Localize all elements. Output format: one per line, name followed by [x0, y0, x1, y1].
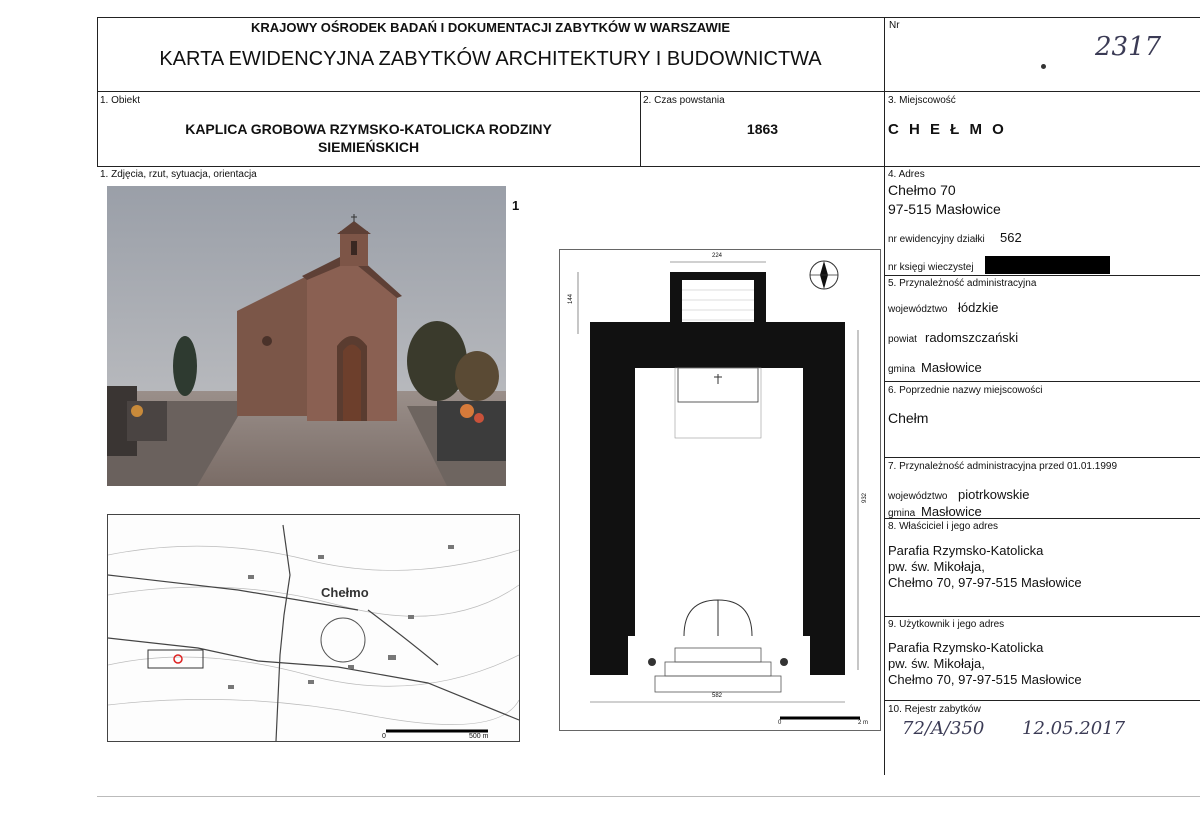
plan-dim-side: 144: [568, 293, 575, 305]
obiekt-value-line2: SIEMIEŃSKICH: [317, 139, 420, 155]
obiekt-label: 1. Obiekt: [100, 95, 141, 106]
photos-label: 1. Zdjęcia, rzut, sytuacja, orientacja: [100, 169, 257, 180]
wlasciciel-line3: Chełmo 70, 97-97-515 Masłowice: [888, 575, 1082, 590]
map-scale-end: 500 m: [469, 733, 489, 740]
gmina-value: Masłowice: [921, 360, 982, 375]
powiat-value: radomszczański: [925, 330, 1019, 345]
miejscowosc-value: C H E Ł M O: [888, 121, 1007, 138]
plan-scale-end: 2 m: [858, 720, 869, 726]
frame-top: [97, 17, 1200, 18]
rejestr-date: 12.05.2017: [1022, 718, 1126, 739]
sep-5: [884, 275, 1200, 276]
sep-7: [884, 457, 1200, 458]
map-scale-start: 0: [382, 733, 386, 740]
nr-label: Nr: [889, 20, 900, 31]
chapel-photo: [107, 186, 506, 486]
dzialka-label: nr ewidencyjny działki: [888, 234, 985, 245]
adres-line2: 97-515 Masłowice: [888, 201, 1001, 217]
przed-label: 7. Przynależność administracyjna przed 01.01.1999: [888, 461, 1118, 472]
ink-dot: [1041, 64, 1046, 69]
uzytkownik-line3: Chełmo 70, 97-97-515 Masłowice: [888, 672, 1082, 687]
przynaleznosc-label: 5. Przynależność administracyjna: [888, 278, 1037, 289]
plan-dim-top: 224: [712, 253, 723, 259]
floor-plan: [559, 249, 881, 731]
woj2-label: województwo: [888, 491, 948, 502]
powiat-label: powiat: [888, 334, 917, 345]
institution-name: KRAJOWY OŚRODEK BADAŃ I DOKUMENTACJI ZABYTKÓW W WARSZAWIE: [250, 20, 731, 35]
gmina2-value: Masłowice: [921, 504, 982, 519]
gmina-label: gmina: [888, 364, 916, 375]
vdivider-right: [884, 17, 885, 775]
uzytkownik-label: 9. Użytkownik i jego adres: [888, 619, 1005, 630]
woj2-value: piotrkowskie: [958, 487, 1030, 502]
ksiega-redaction: [985, 256, 1110, 274]
miejscowosc-label: 3. Miejscowość: [888, 95, 956, 106]
sep-6: [884, 381, 1200, 382]
gmina2-label: gmina: [888, 508, 916, 519]
adres-line1: Chełmo 70: [888, 182, 956, 198]
czas-label: 2. Czas powstania: [643, 95, 725, 106]
nr-value: 2317: [1095, 32, 1162, 62]
dzialka-value: 562: [1000, 230, 1022, 245]
rejestr-number: 72/A/350: [902, 718, 985, 739]
plan-dim-bottom: 582: [712, 693, 723, 699]
uzytkownik-line1: Parafia Rzymsko-Katolicka: [888, 640, 1044, 655]
wlasciciel-line1: Parafia Rzymsko-Katolicka: [888, 543, 1044, 558]
uzytkownik-line2: pw. św. Mikołaja,: [888, 656, 985, 671]
adres-label: 4. Adres: [888, 169, 925, 180]
map-place-name: Chełmo: [321, 585, 369, 600]
header-bottom: [97, 91, 1200, 92]
poprzednie-label: 6. Poprzednie nazwy miejscowości: [888, 385, 1043, 396]
obiekt-value-line1: KAPLICA GROBOWA RZYMSKO-KATOLICKA RODZINY: [185, 121, 552, 137]
wlasciciel-label: 8. Właściciel i jego adres: [888, 521, 999, 532]
card-title: KARTA EWIDENCYJNA ZABYTKÓW ARCHITEKTURY I BUDOWNICTWA: [159, 48, 822, 70]
wlasciciel-line2: pw. św. Mikołaja,: [888, 559, 985, 574]
ksiega-label: nr księgi wieczystej: [888, 262, 974, 273]
bottom-line: [97, 796, 1200, 797]
location-map: [107, 514, 520, 742]
plan-dim-right: 932: [862, 492, 869, 504]
plan-scale-start: 0: [778, 720, 782, 726]
woj-label: województwo: [888, 304, 948, 315]
photo-number: 1: [512, 198, 520, 213]
sep-10: [884, 700, 1200, 701]
czas-value: 1863: [746, 121, 779, 137]
woj-value: łódzkie: [958, 300, 999, 315]
row1-bottom: [97, 166, 1200, 167]
sep-9: [884, 616, 1200, 617]
rejestr-label: 10. Rejestr zabytków: [888, 704, 981, 715]
poprzednie-value: Chełm: [888, 410, 929, 426]
